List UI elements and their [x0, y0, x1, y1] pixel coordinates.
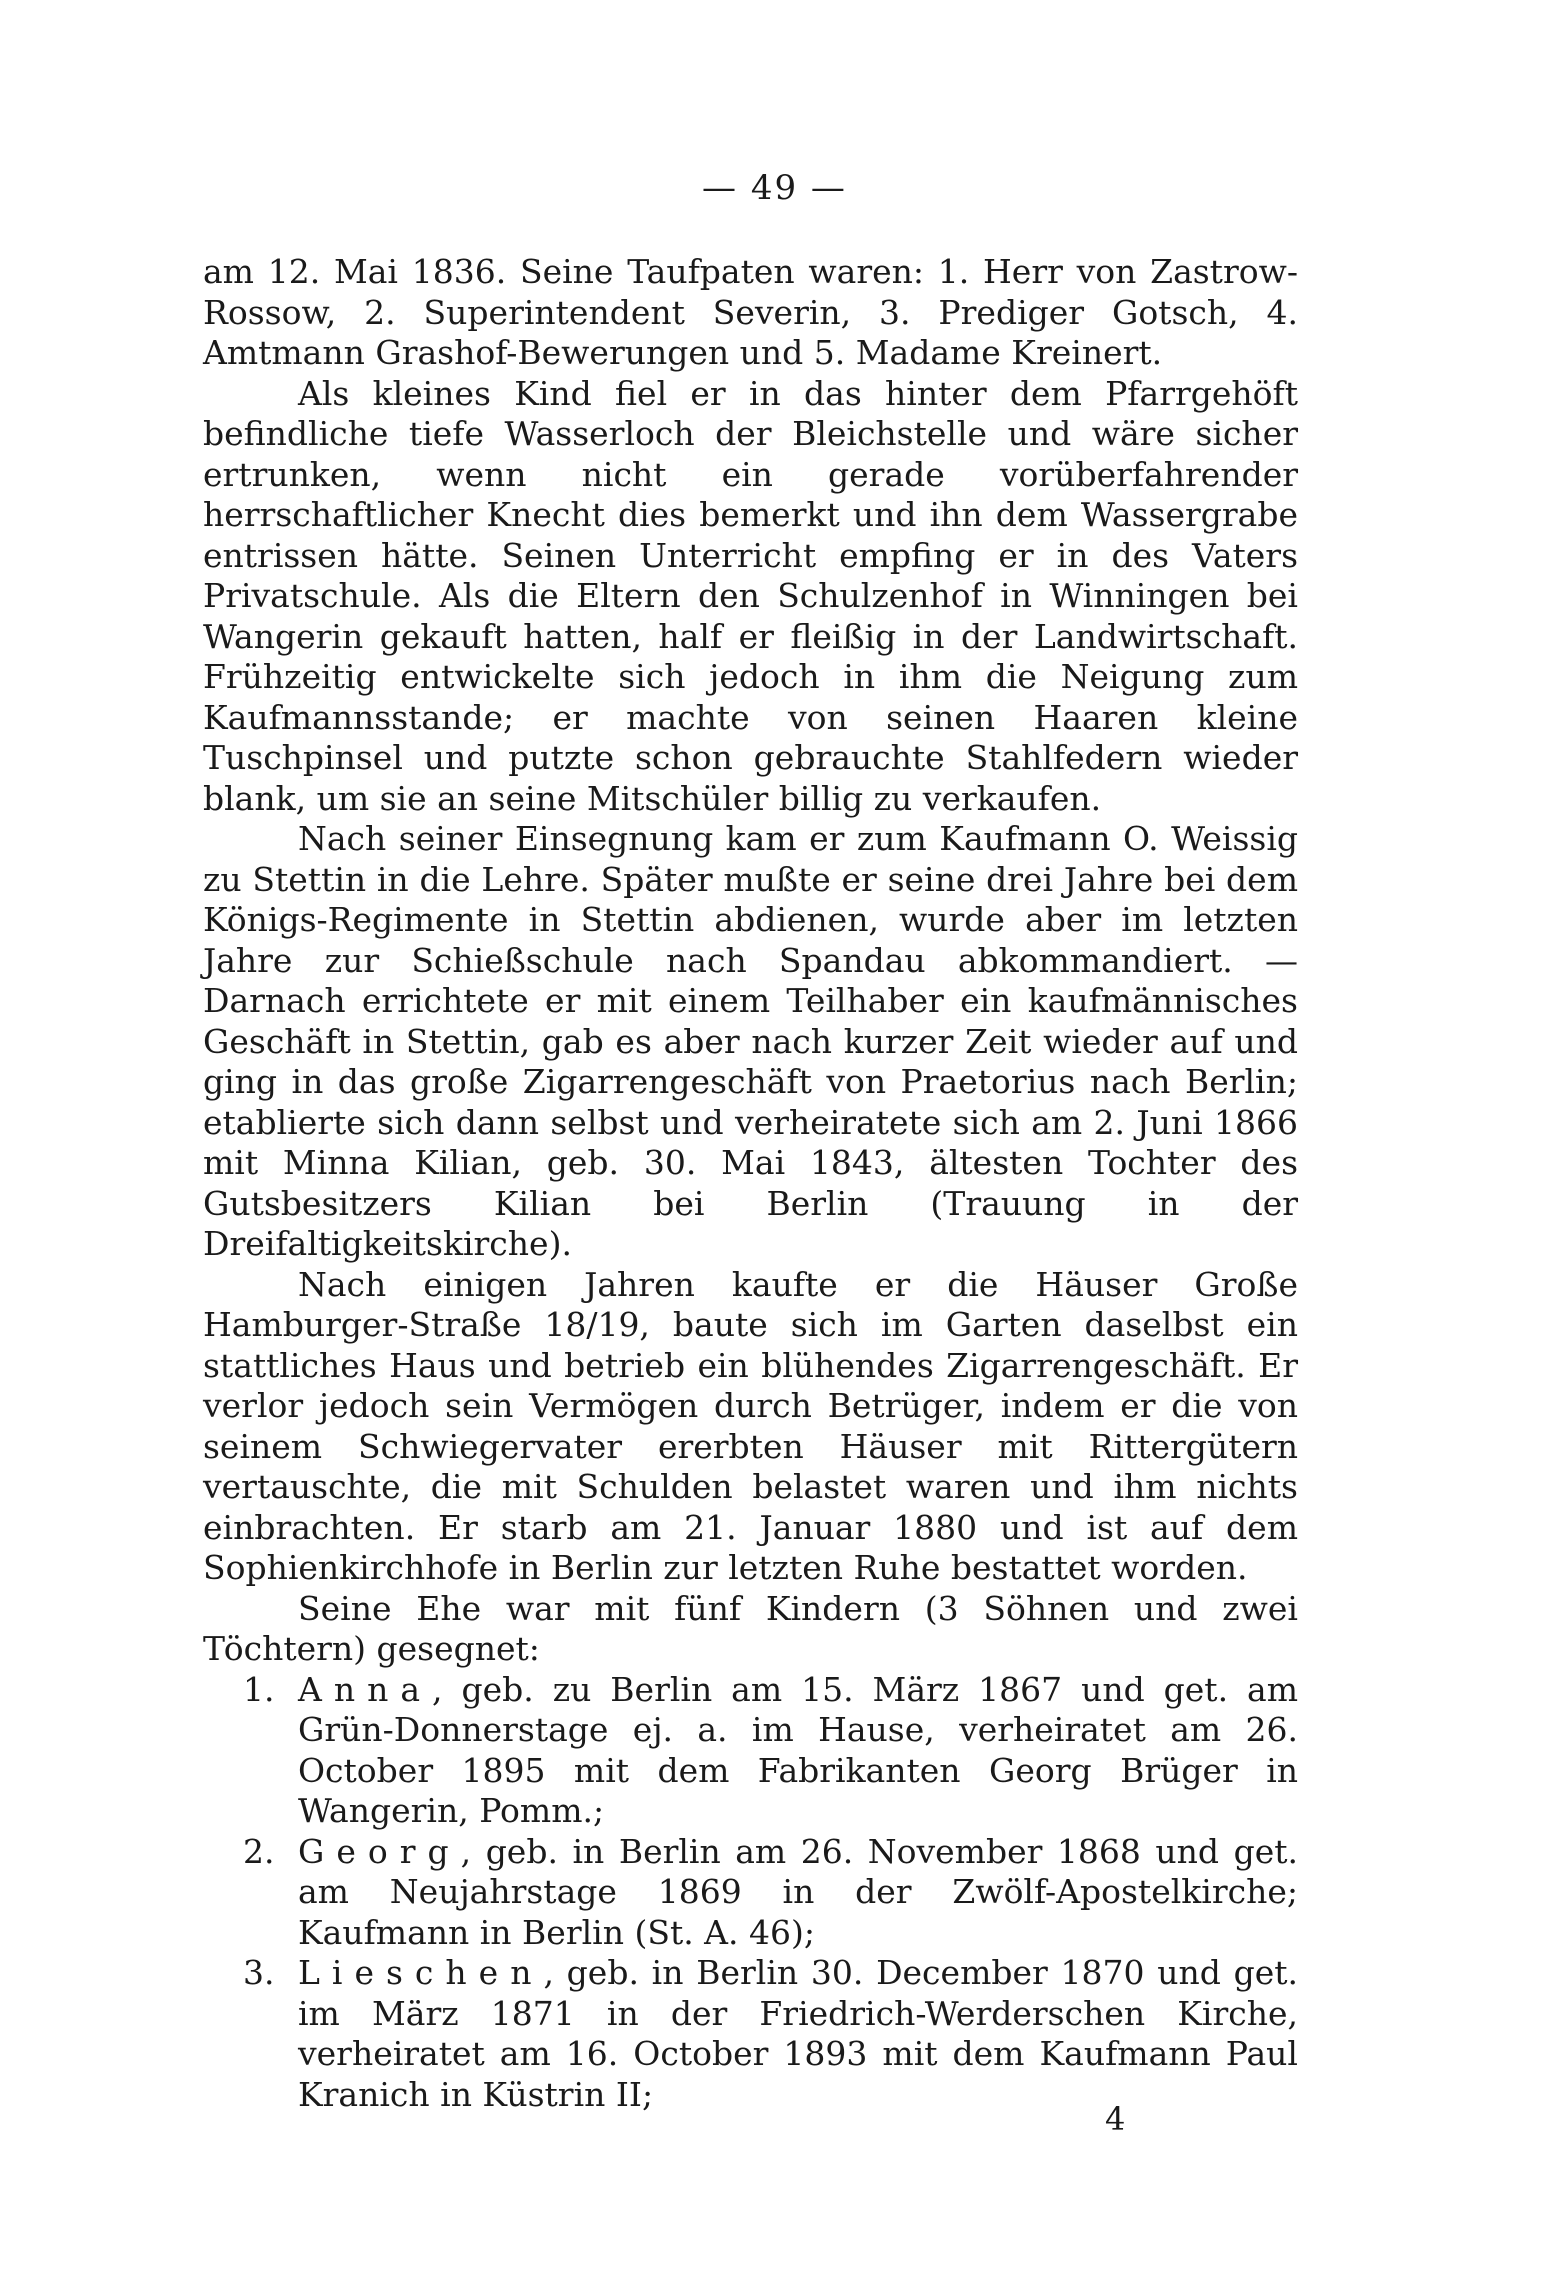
paragraph: Seine Ehe war mit fünf Kindern (3 Söhnen und zwei Töchtern) gesegnet:: [203, 1588, 1298, 1668]
list-item: [203, 1670, 1298, 1832]
list-item: [203, 1832, 1298, 1954]
signature-mark: 4: [1105, 2100, 1126, 2138]
children-list: [203, 1670, 1298, 2116]
paragraph: Als kleines Kind fiel er in das hinter dem Pfarrgehöft befindliche tiefe Wasserloch der Bleichstelle und wäre sicher ertrunken, wenn nicht ein gerade vorüberfahrender herrschaftlicher Knecht dies bemerkt und ihn dem Wassergrabe entrissen hätte. Seinen Unterricht empfing er in des Vaters Privatschule. Als die Eltern den Schulzenhof in Winningen bei Wangerin gekauft hatten, half er fleißig in der Landwirtschaft. Frühzeitig entwickelte sich jedoch in ihm die Neigung zum Kaufmannsstande; er machte von seinen Haaren kleine Tuschpinsel und putzte schon gebrauchte Stahlfedern wieder blank, um sie an seine Mitschüler billig zu verkaufen.: [203, 373, 1298, 818]
child-text: , geb. in Berlin am 26. November 1868 und get. am Neujahrstage 1869 in der Zwölf-Apostelkirche; Kaufmann in Berlin (St. A. 46);: [298, 1831, 1298, 1952]
list-number: 3.: [243, 1953, 275, 1992]
child-text: , geb. in Berlin 30. December 1870 und get. im März 1871 in der Friedrich-Werderschen Kirche, verheiratet am 16. October 1893 mit dem Kaufmann Paul Kranich in Küstrin II;: [298, 1953, 1298, 2114]
body-text: [203, 252, 1298, 2115]
child-name: Lieschen: [298, 1953, 544, 1992]
paragraph: Nach einigen Jahren kaufte er die Häuser Große Hamburger-Straße 18/19, baute sich im Garten daselbst ein stattliches Haus und betrieb ein blühendes Zigarrengeschäft. Er verlor jedoch sein Vermögen durch Betrüger, indem er die von seinem Schwiegervater ererbten Häuser mit Rittergütern vertauschte, die mit Schulden belastet waren und ihm nichts einbrachten. Er starb am 21. Januar 1880 und ist auf dem Sophienkirchhofe in Berlin zur letzten Ruhe bestattet worden.: [203, 1264, 1298, 1587]
child-name: Georg: [298, 1831, 461, 1871]
paragraph: Nach seiner Einsegnung kam er zum Kaufmann O. Weissig zu Stettin in die Lehre. Später mußte er seine drei Jahre bei dem Königs-Regimente in Stettin abdienen, wurde aber im letzten Jahre zur Schießschule nach Spandau abkommandiert. — Darnach errichtete er mit einem Teilhaber ein kaufmännisches Geschäft in Stettin, gab es aber nach kurzer Zeit wieder auf und ging in das große Zigarrengeschäft von Praetorius nach Berlin; etablierte sich dann selbst und verheiratete sich am 2. Juni 1866 mit Minna Kilian, geb. 30. Mai 1843, ältesten Tochter des Gutsbesitzers Kilian bei Berlin (Trauung in der Dreifaltigkeitskirche).: [203, 819, 1298, 1263]
child-name: Anna: [298, 1669, 433, 1709]
list-number: 1.: [243, 1669, 275, 1709]
list-number: 2.: [243, 1831, 275, 1871]
child-text: , geb. zu Berlin am 15. März 1867 und get. am Grün-Donnerstage ej. a. im Hause, verheiratet am 26. October 1895 mit dem Fabrikanten Georg Brüger in Wangerin, Pomm.;: [298, 1669, 1298, 1830]
paragraph: am 12. Mai 1836. Seine Taufpaten waren: 1. Herr von Zastrow-Rossow, 2. Superintendent Severin, 3. Prediger Gotsch, 4. Amtmann Grashof-Bewerungen und 5. Madame Kreinert.: [203, 252, 1298, 372]
list-item: [203, 1953, 1298, 2115]
page-number: — 49 —: [702, 168, 847, 208]
